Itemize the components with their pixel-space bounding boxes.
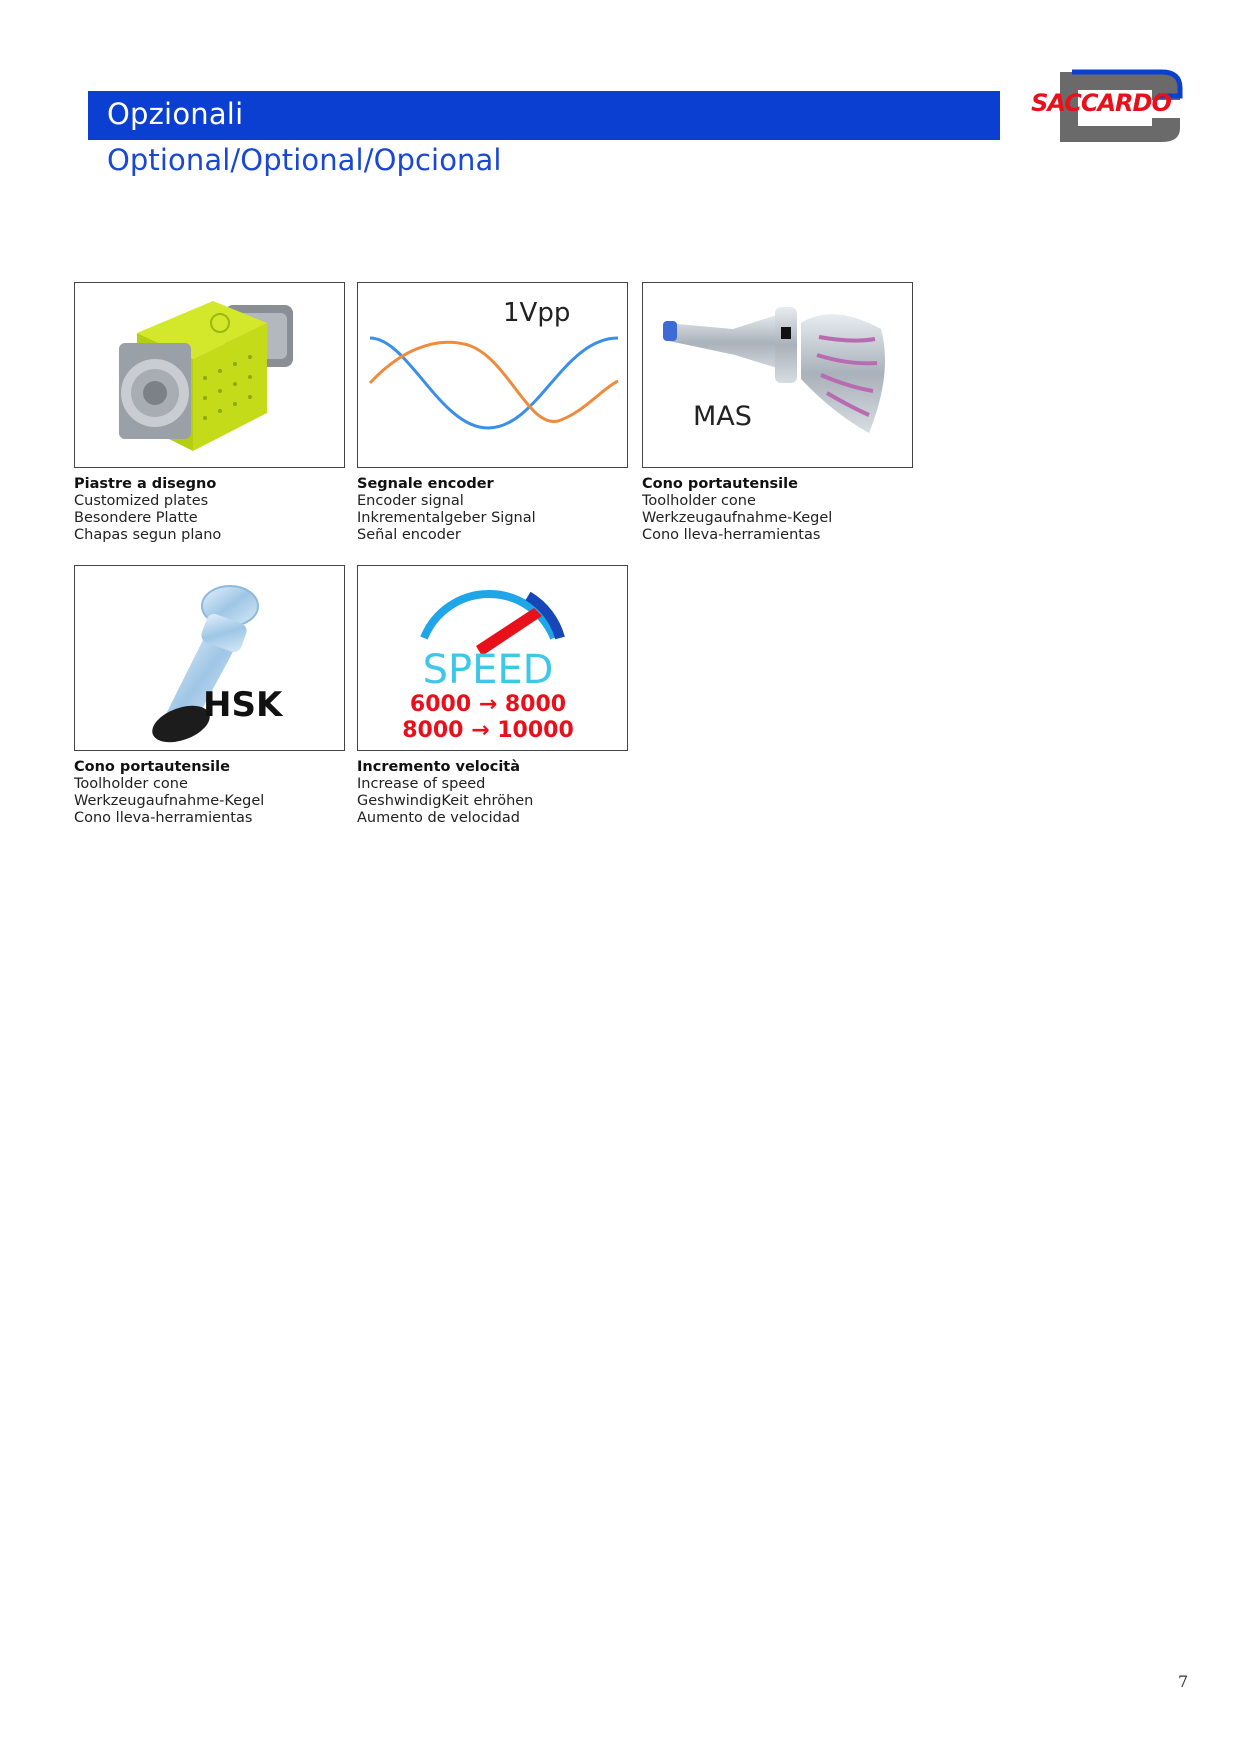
- option-caption-plates: [74, 476, 354, 544]
- speed-line-1: 6000 → 8000: [409, 692, 567, 717]
- hsk-cone-illustration: [75, 566, 345, 751]
- option-image-encoder: [357, 282, 628, 468]
- logo-wordmark: SACCARDO: [1031, 89, 1171, 117]
- caption-es: Cono lleva-herramientas: [74, 810, 253, 826]
- speedometer-illustration: [358, 566, 628, 751]
- caption-es: Señal encoder: [357, 527, 461, 543]
- header-bar: [88, 91, 1000, 140]
- caption-en: Customized plates: [74, 493, 209, 509]
- caption-en: Encoder signal: [357, 493, 464, 509]
- caption-title: Incremento velocità: [357, 759, 521, 775]
- spindle-unit-illustration: [75, 283, 345, 468]
- speed-image-label: SPEED: [422, 647, 554, 693]
- hsk-image-label: HSK: [203, 685, 283, 725]
- option-caption-hsk-cone: [74, 759, 354, 827]
- caption-de: Besondere Platte: [74, 510, 198, 526]
- caption-en: Toolholder cone: [642, 493, 756, 509]
- caption-es: Aumento de velocidad: [357, 810, 520, 826]
- caption-title: Piastre a disegno: [74, 476, 217, 492]
- caption-es: Chapas segun plano: [74, 527, 222, 543]
- page-subtitle: Optional/Optional/Opcional: [107, 143, 502, 177]
- option-image-hsk-cone: [74, 565, 345, 751]
- saccardo-logo: [1012, 66, 1190, 146]
- option-image-mas-cone: [642, 282, 913, 468]
- caption-title: Cono portautensile: [74, 759, 230, 775]
- option-caption-mas-cone: [642, 476, 922, 544]
- mas-image-label: MAS: [693, 401, 752, 432]
- caption-de: Werkzeugaufnahme-Kegel: [642, 510, 833, 526]
- option-image-plates: [74, 282, 345, 468]
- speed-line-2: 8000 → 10000: [402, 718, 574, 743]
- caption-de: Werkzeugaufnahme-Kegel: [74, 793, 265, 809]
- caption-en: Toolholder cone: [74, 776, 188, 792]
- option-caption-encoder: [357, 476, 637, 544]
- option-image-speed: [357, 565, 628, 751]
- mas-cone-illustration: [643, 283, 913, 468]
- caption-title: Segnale encoder: [357, 476, 494, 492]
- option-caption-speed: [357, 759, 637, 827]
- caption-es: Cono lleva-herramientas: [642, 527, 821, 543]
- caption-en: Increase of speed: [357, 776, 486, 792]
- caption-de: GeshwindigKeit ehröhen: [357, 793, 534, 809]
- encoder-image-label: 1Vpp: [503, 298, 571, 328]
- page-number: 7: [1178, 1672, 1189, 1691]
- sine-wave-illustration: [358, 283, 628, 468]
- caption-title: Cono portautensile: [642, 476, 798, 492]
- page-title: Opzionali: [107, 97, 244, 131]
- caption-de: Inkrementalgeber Signal: [357, 510, 536, 526]
